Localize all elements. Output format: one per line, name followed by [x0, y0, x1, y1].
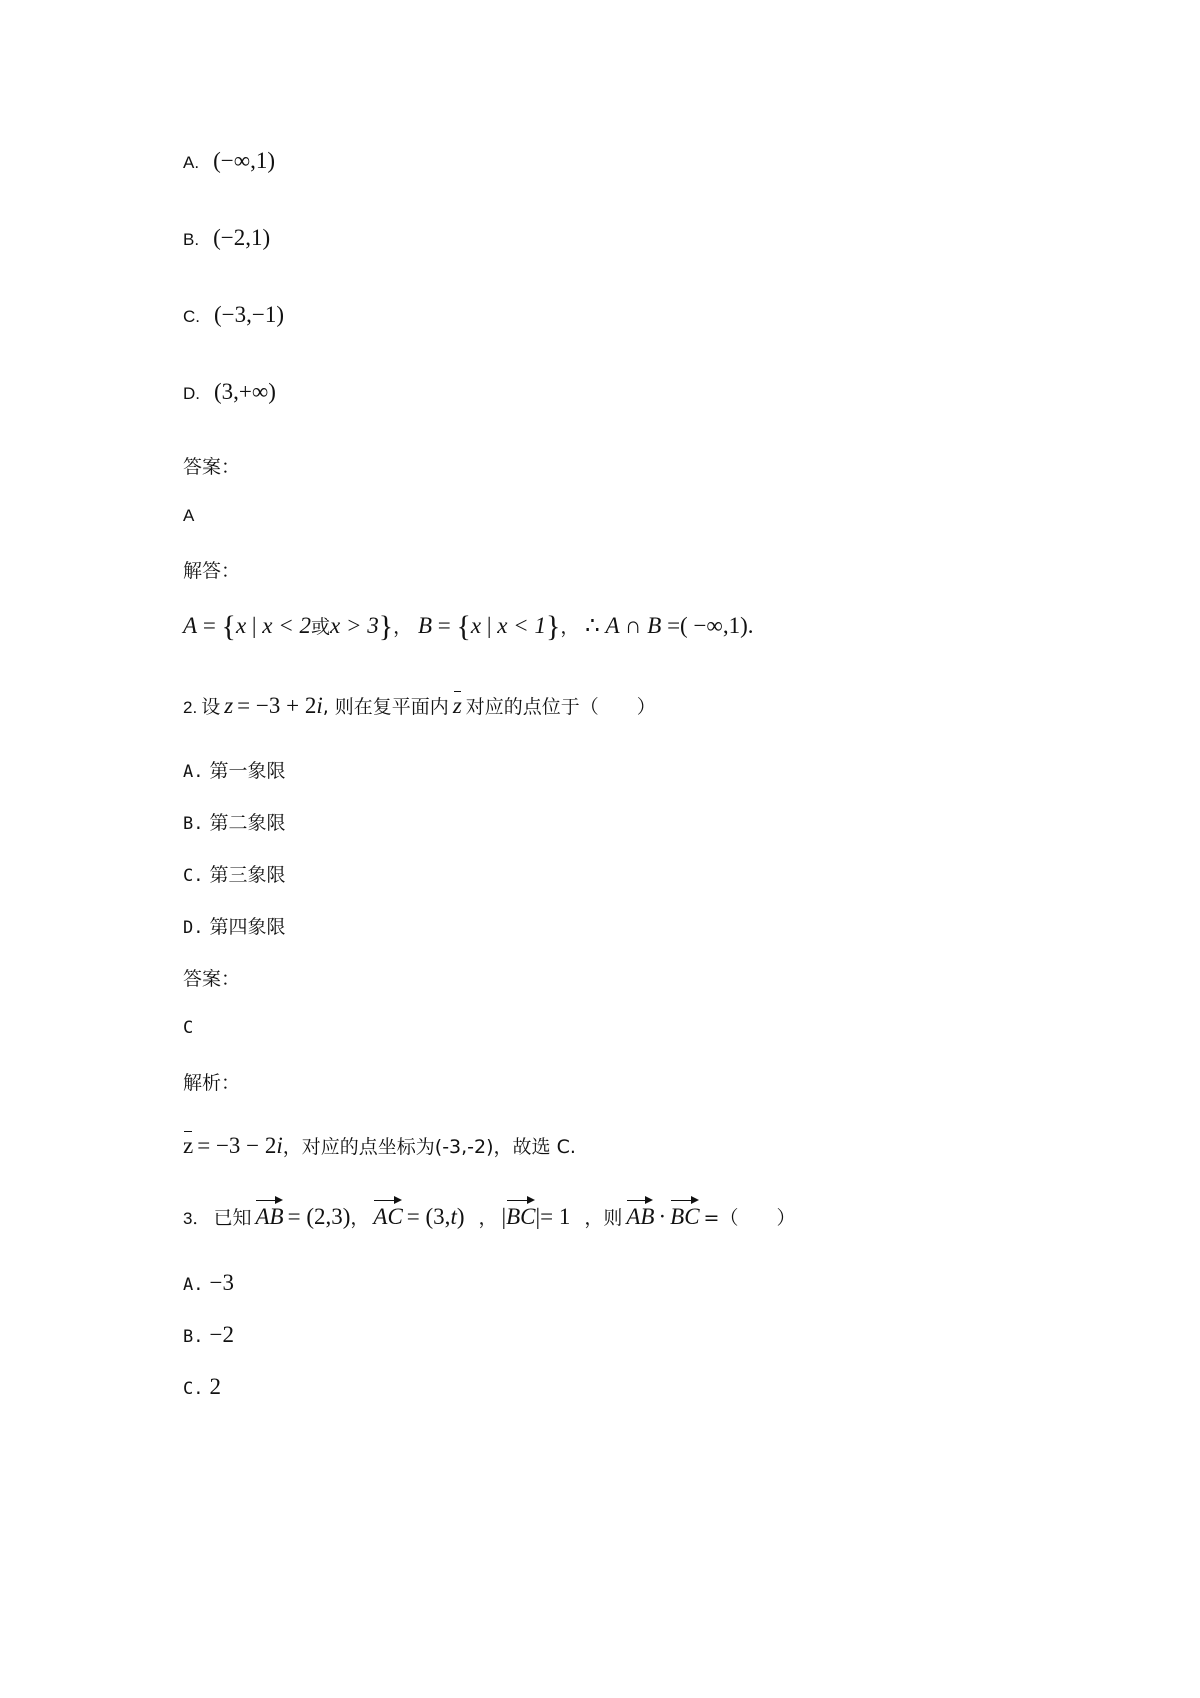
equation: = −3 + 2: [237, 693, 317, 718]
option-label: B.: [183, 230, 200, 249]
condition: x > 3: [330, 613, 379, 638]
intersection: A ∩ B: [605, 613, 662, 638]
q1-option-d: [183, 379, 276, 405]
option-value: −3: [209, 1270, 234, 1295]
conjugate-z: z: [452, 693, 462, 718]
q2-option-b: [183, 808, 286, 835]
option-label: C.: [183, 866, 204, 886]
option-label: C.: [183, 307, 200, 326]
q1-solution: [183, 610, 753, 644]
q3-option-c: [183, 1374, 221, 1400]
q3-option-b: [183, 1322, 234, 1348]
left-brace: {: [221, 610, 236, 643]
question-suffix: 对应的点位于（ ）: [465, 696, 656, 718]
vector-ab: AB: [626, 1198, 654, 1230]
option-value: (−∞,1): [213, 148, 275, 173]
variable-x: x: [235, 613, 247, 638]
vector-ac-value: = (3,: [406, 1204, 451, 1229]
q3-option-a: [183, 1270, 234, 1296]
vector-ac: AC: [373, 1198, 402, 1230]
comma: ，: [478, 1207, 498, 1229]
option-value: (−2,1): [213, 225, 271, 250]
comma: ，: [560, 616, 580, 638]
option-value: −2: [209, 1322, 234, 1347]
equation: = −3 − 2: [197, 1133, 277, 1158]
option-value: 第一象限: [209, 760, 286, 782]
question-prefix: 设: [201, 696, 221, 718]
vector-bc: BC: [506, 1198, 535, 1230]
condition: x < 1: [497, 613, 546, 638]
right-brace: }: [378, 610, 394, 643]
equals: =: [667, 613, 681, 638]
q2-stem: [183, 692, 656, 719]
q1-solution-heading: 解答：: [183, 560, 241, 582]
set-a: A: [183, 613, 198, 638]
therefore-symbol: ∴: [585, 613, 600, 638]
set-b: B: [417, 613, 432, 638]
equals-blank: =（ ）: [703, 1207, 796, 1229]
condition: x < 2: [262, 613, 312, 638]
dot-operator: ·: [658, 1204, 667, 1229]
equals: =: [437, 613, 451, 638]
q1-option-b: [183, 225, 270, 251]
q2-option-c: [183, 860, 286, 887]
variable-t: t: [450, 1204, 457, 1229]
abs-open: |: [501, 1204, 507, 1229]
vector-ab: AB: [255, 1198, 283, 1230]
right-brace: }: [545, 610, 561, 643]
option-label: A.: [183, 762, 204, 782]
q1-option-c: [183, 302, 284, 328]
q1-option-a: [183, 148, 275, 174]
option-value: 2: [209, 1374, 221, 1399]
question-prefix: 已知: [213, 1207, 252, 1229]
vector-bc: BC: [670, 1198, 699, 1230]
imaginary-unit: i: [276, 1133, 283, 1158]
q2-analysis: [183, 1132, 576, 1159]
equals: =: [202, 613, 216, 638]
left-brace: {: [456, 610, 471, 643]
period: .: [747, 613, 754, 638]
q2-analysis-heading: 解析：: [183, 1072, 241, 1094]
vector-ab-value: = (2,3): [287, 1204, 351, 1229]
imaginary-unit: i: [316, 693, 323, 718]
option-value: (3,+∞): [214, 379, 276, 404]
separator-bar: |: [246, 613, 263, 638]
comma: ，: [350, 1207, 370, 1229]
close-paren: ): [456, 1204, 465, 1229]
question-number: 3．: [183, 1209, 210, 1228]
option-label: A.: [183, 153, 200, 172]
separator-bar: |: [481, 613, 498, 638]
q1-answer-heading: 答案：: [183, 456, 241, 478]
q2-answer: C: [183, 1018, 194, 1038]
result: ( −∞,1): [680, 613, 748, 638]
conjugate-z: z: [183, 1133, 194, 1158]
q3-stem: [183, 1198, 795, 1230]
question-middle: , 则在复平面内: [322, 696, 449, 718]
question-number: 2.: [183, 698, 198, 717]
option-value: 第二象限: [209, 812, 286, 834]
option-label: B.: [183, 1327, 204, 1347]
option-label: C.: [183, 1379, 204, 1399]
analysis-text: ，对应的点坐标为(-3,-2)，故选 C.: [282, 1136, 576, 1158]
option-label: D.: [183, 918, 204, 938]
q2-answer-heading: 答案：: [183, 968, 241, 990]
option-value: 第四象限: [209, 916, 286, 938]
q1-answer: A: [183, 506, 195, 525]
q2-option-a: [183, 756, 286, 783]
then-word: ，则: [584, 1207, 623, 1229]
option-value: 第三象限: [209, 864, 286, 886]
option-value: (−3,−1): [214, 302, 285, 327]
option-label: D.: [183, 384, 200, 403]
comma: ，: [393, 616, 413, 638]
or-word: 或: [311, 616, 331, 638]
option-label: B.: [183, 814, 204, 834]
q2-option-d: [183, 912, 286, 939]
variable-x: x: [470, 613, 482, 638]
abs-value: |= 1: [535, 1204, 571, 1229]
variable-z: z: [224, 693, 234, 718]
option-label: A.: [183, 1275, 204, 1295]
